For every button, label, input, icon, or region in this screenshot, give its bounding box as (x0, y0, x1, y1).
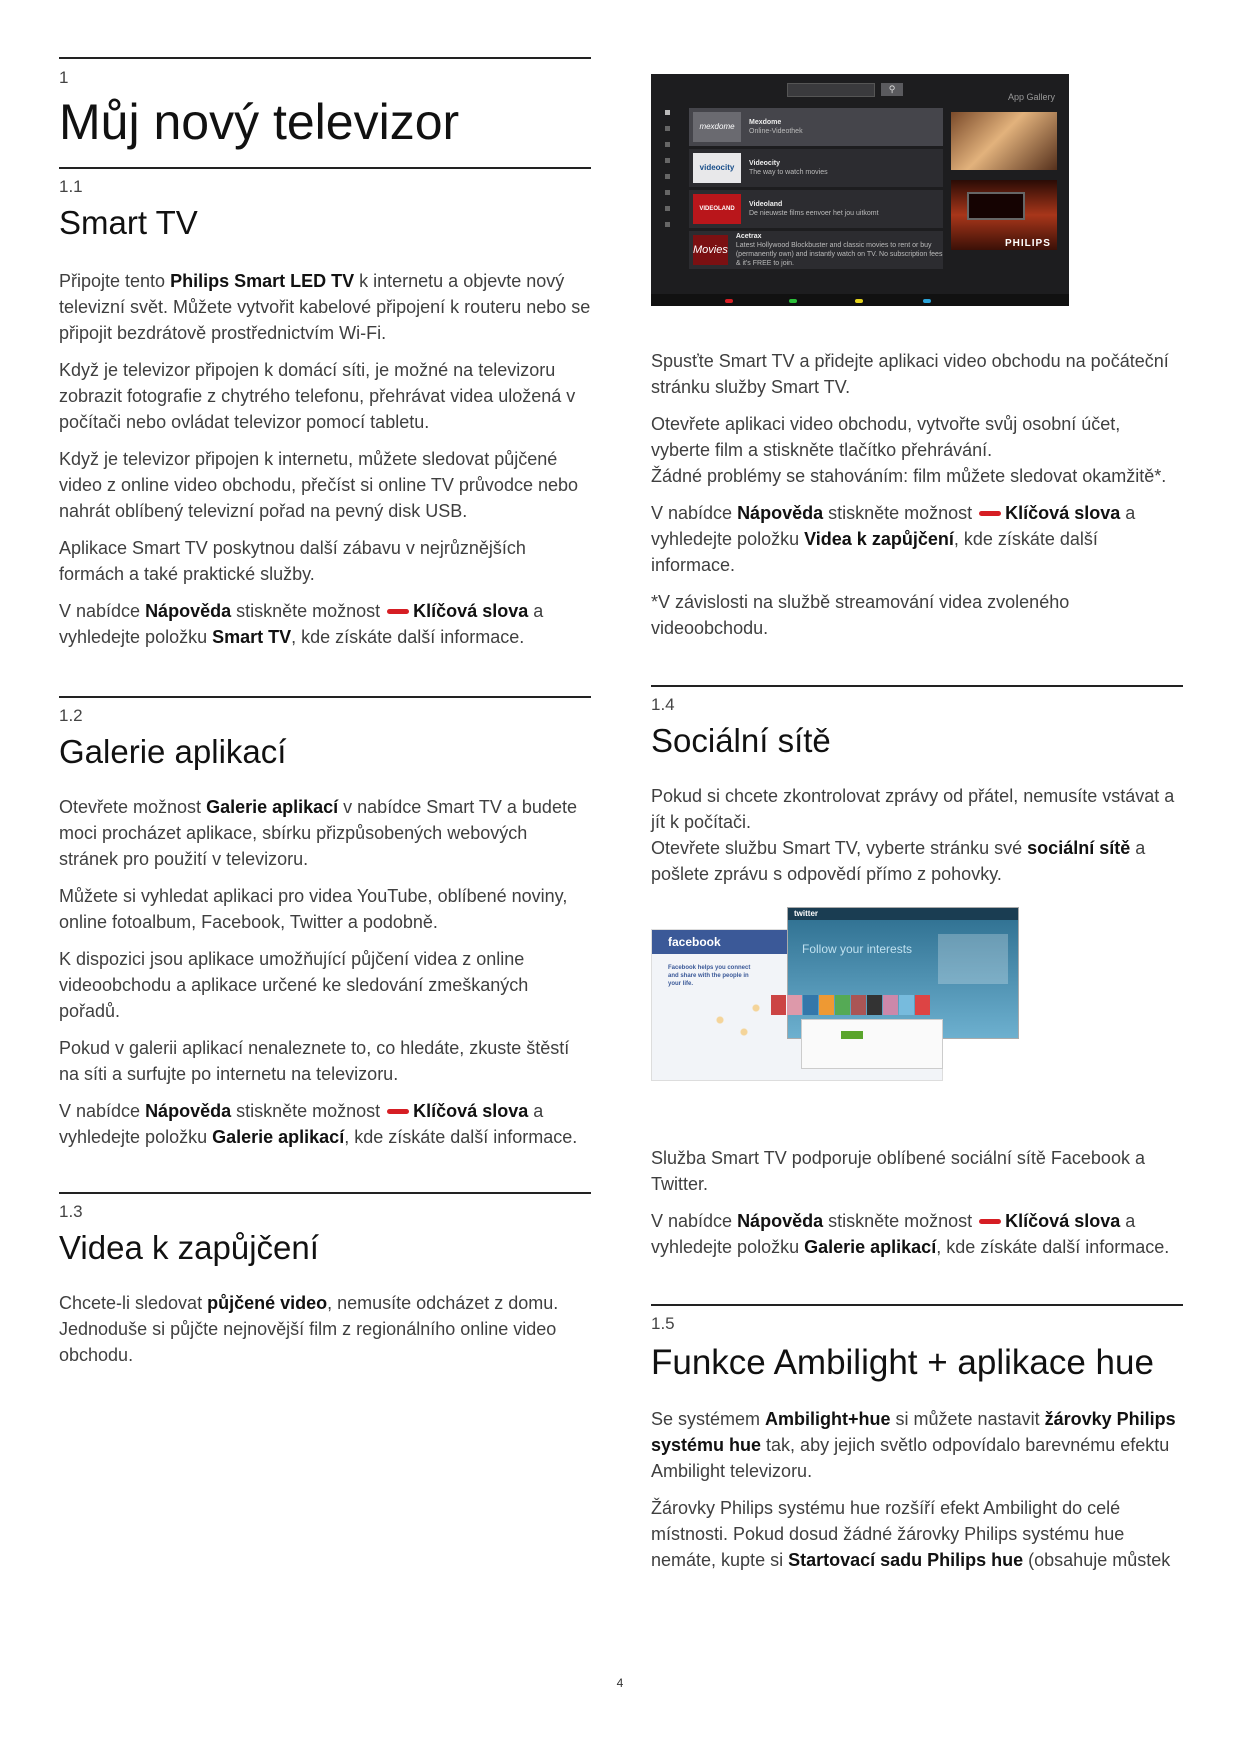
blue-key-icon (923, 299, 931, 303)
paragraph: Když je televizor připojen k internetu, můžete sledovat půjčené video z online video obchodu, přečíst si online TV průvodce nebo nahrát oblíbený televizní pořad na pevný disk USB. (59, 449, 579, 521)
gallery-sidebar (665, 110, 671, 238)
paragraph: Chcete-li sledovat půjčené video, nemusíte odcházet z domu. Jednoduše si půjčte nejnovější film z regionálního online video obchodu. (59, 1293, 559, 1365)
signup-button (841, 1031, 863, 1039)
facebook-logo: facebook (652, 930, 942, 954)
app-name: Videoland (749, 201, 783, 208)
app-thumbnail: VIDEOLAND (693, 194, 741, 224)
section-rule (651, 1304, 1183, 1306)
paragraph: *V závislosti na službě streamování videa zvoleného videoobchodu. (651, 592, 1070, 638)
sidebar-dot (665, 206, 670, 211)
paragraph: Když je televizor připojen k domácí síti, je možné na televizoru zobrazit fotografie z chytrého telefonu, přehrávat videa uložená v počítači nebo ovládat televizor pomocí tabletu. (59, 360, 576, 432)
help-paragraph: V nabídce Nápověda stiskněte možnost Klíčová slova a vyhledejte položku Videa k zapůjčení, kde získáte další informace. (651, 503, 1136, 575)
paragraph: Otevřete možnost Galerie aplikací v nabídce Smart TV a budete moci procházet aplikace, sbírku přizpůsobených webových stránek pro použití v televizoru. (59, 797, 577, 869)
paragraph: Můžete si vyhledat aplikaci pro videa YouTube, oblíbené noviny, online fotoalbum, Facebook, Twitter a podobně. (59, 886, 568, 932)
sidebar-dot (665, 110, 670, 115)
sidebar-dot (665, 126, 670, 131)
section-rule (59, 696, 591, 698)
gallery-app-row (689, 149, 943, 187)
sidebar-dot (665, 174, 670, 179)
app-thumbnail: mexdome (693, 112, 741, 142)
section-number: 1.5 (651, 1314, 675, 1333)
twitter-logo: twitter (788, 908, 1018, 920)
gallery-app-row (689, 108, 943, 146)
paragraph: Služba Smart TV podporuje oblíbené sociální sítě Facebook a Twitter. (651, 1148, 1145, 1194)
gallery-app-row (689, 190, 943, 228)
search-icon: ⚲ (881, 83, 903, 96)
social-networks-screenshot (651, 907, 1069, 1097)
color-key-bar (651, 294, 1069, 306)
paragraph: Připojte tento Philips Smart LED TV k internetu a objevte nový televizní svět. Můžete vytvořit kabelové připojení k routeru nebo se připojit bezdrátově prostřednictvím Wi-Fi. (59, 271, 591, 343)
sidebar-dot (665, 222, 670, 227)
app-thumbnail: videocity (693, 153, 741, 183)
section-rule (651, 685, 1183, 687)
left-column (59, 57, 591, 1379)
paragraph: Pokud v galerii aplikací nenaleznete to, co hledáte, zkuste štěstí na síti a surfujte po internetu na televizoru. (59, 1038, 570, 1084)
section-number: 1.4 (651, 695, 675, 714)
app-name: Acetrax (735, 233, 762, 240)
profile-strip (771, 995, 931, 1015)
section-title-smart-tv: Smart TV (59, 204, 198, 241)
gallery-search-input (787, 83, 875, 97)
section-title-rental-videos: Videa k zapůjčení (59, 1229, 319, 1266)
app-name: Videocity (749, 160, 780, 167)
section-number: 1.3 (59, 1202, 83, 1221)
twitter-signup-page (801, 1019, 943, 1069)
section-number: 1.1 (59, 177, 83, 196)
sidebar-dot (665, 190, 670, 195)
gallery-header-label: App Gallery (1007, 92, 1055, 102)
section-title-app-gallery: Galerie aplikací (59, 733, 287, 770)
sidebar-dot (665, 142, 670, 147)
app-description: The way to watch movies (749, 169, 828, 176)
facebook-tagline: Facebook helps you connect and share with the people in your life. (668, 965, 751, 987)
paragraph: Se systémem Ambilight+hue si můžete nastavit žárovky Philips systému hue tak, aby jejich světlo odpovídalo barevnému efektu Ambilight televizoru. (651, 1409, 1176, 1481)
red-key-icon (979, 1219, 1001, 1224)
red-key-icon (387, 609, 409, 614)
app-thumbnail: Movies (693, 235, 728, 265)
right-column (651, 74, 1183, 1584)
yellow-key-icon (855, 299, 863, 303)
twitter-headline: Follow your interests (802, 942, 913, 956)
section-rule (59, 1192, 591, 1194)
app-description: Online-Videothek (749, 128, 803, 135)
featured-movie-image (951, 112, 1057, 170)
red-key-icon (725, 299, 733, 303)
chapter-rule (59, 57, 591, 59)
paragraph: Žárovky Philips systému hue rozšíří efekt Ambilight do celé místnosti. Pokud dosud žádné žárovky Philips systému hue nemáte, kupte si Startovací sadu Philips hue (obsahuje můstek (651, 1498, 1171, 1570)
sidebar-dot (665, 158, 670, 163)
chapter-title: Můj nový televizor (59, 94, 460, 150)
help-paragraph: V nabídce Nápověda stiskněte možnost Klíčová slova a vyhledejte položku Galerie aplikací, kde získáte další informace. (59, 1101, 578, 1147)
paragraph: Žádné problémy se stahováním: film můžete sledovat okamžitě*. (651, 466, 1167, 486)
green-key-icon (789, 299, 797, 303)
page-number: 4 (616, 1676, 624, 1690)
paragraph: Spusťte Smart TV a přidejte aplikaci video obchodu na počáteční stránku služby Smart TV. (651, 351, 1169, 397)
gallery-app-row (689, 231, 943, 269)
app-description: Latest Hollywood Blockbuster and classic movies to rent or buy (permanently own) and instantly watch on TV. No subscription fees & it's FREE to join. (735, 242, 943, 267)
paragraph: K dispozici jsou aplikace umožňující půjčení videa z online videoobchodu a aplikace určené ke sledování zmeškaných pořadů. (59, 949, 529, 1021)
philips-logo: PHILIPS (1005, 238, 1051, 249)
help-paragraph: V nabídce Nápověda stiskněte možnost Klíčová slova a vyhledejte položku Galerie aplikací, kde získáte další informace. (651, 1211, 1170, 1257)
paragraph: Otevřete aplikaci video obchodu, vytvořte svůj osobní účet, vyberte film a stiskněte tlačítko přehrávání. (651, 414, 1121, 460)
gallery-app-list (689, 108, 943, 272)
paragraph: Pokud si chcete zkontrolovat zprávy od přátel, nemusíte vstávat a jít k počítači. (651, 786, 1175, 832)
paragraph: Otevřete službu Smart TV, vyberte stránku své sociální sítě a pošlete zprávu s odpovědí přímo z pohovky. (651, 838, 1146, 884)
section-title-social-networks: Sociální sítě (651, 722, 831, 759)
app-gallery-screenshot (651, 74, 1069, 306)
tv-icon (967, 192, 1025, 220)
section-rule (59, 167, 591, 169)
red-key-icon (979, 511, 1001, 516)
paragraph: Aplikace Smart TV poskytnou další zábavu v nejrůznějších formách a také praktické služby. (59, 538, 526, 584)
app-description: De nieuwste films eenvoer het jou uitkomt (749, 210, 879, 217)
red-key-icon (387, 1109, 409, 1114)
section-title-ambilight-hue: Funkce Ambilight + aplikace hue (651, 1343, 1154, 1382)
app-name: Mexdome (749, 119, 782, 126)
twitter-signin-form (938, 934, 1008, 984)
help-paragraph: V nabídce Nápověda stiskněte možnost Klíčová slova a vyhledejte položku Smart TV, kde získáte další informace. (59, 601, 544, 647)
section-number: 1.2 (59, 706, 83, 725)
chapter-number: 1 (59, 68, 69, 87)
